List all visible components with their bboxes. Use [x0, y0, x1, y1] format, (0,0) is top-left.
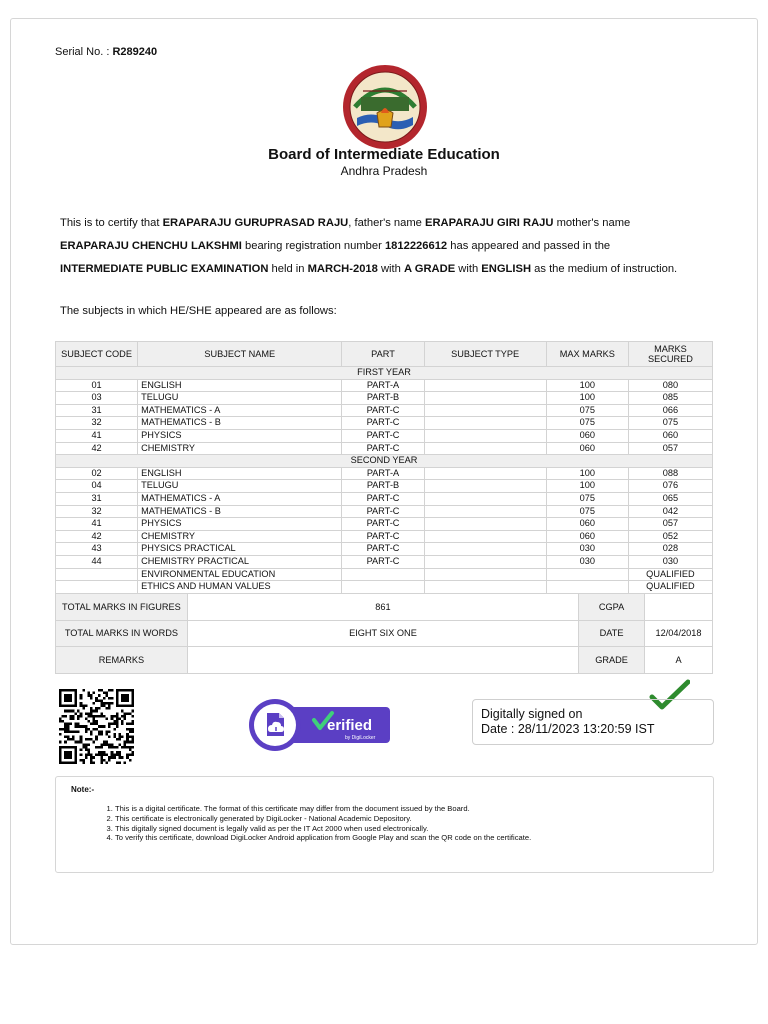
- part: PART-C: [342, 429, 424, 442]
- subject-name: MATHEMATICS - A: [138, 404, 342, 417]
- subject-type: [424, 581, 546, 594]
- subject-code: 32: [56, 417, 138, 430]
- serial-number: Serial No. : R289240: [55, 46, 158, 58]
- marks-secured: 075: [628, 417, 712, 430]
- max-marks: 060: [546, 518, 628, 531]
- second-year-row: [56, 455, 713, 468]
- first-year-row-label: FIRST YEAR: [56, 367, 713, 380]
- total-figures-value: 861: [187, 594, 578, 621]
- part: PART-C: [342, 555, 424, 568]
- max-marks: 075: [546, 505, 628, 518]
- table-row: [56, 442, 713, 455]
- first-year-row: [56, 367, 713, 380]
- date-value: 12/04/2018: [645, 620, 713, 647]
- subject-code: 44: [56, 555, 138, 568]
- note-item: 1. This is a digital certificate. The format of this certificate may differ from the document issued by the Board.: [115, 804, 531, 814]
- totals-row-words: [56, 620, 713, 647]
- grade-label: GRADE: [579, 647, 645, 674]
- verified-by-digilocker-badge: [248, 698, 392, 752]
- part: PART-C: [342, 530, 424, 543]
- part: PART-C: [342, 417, 424, 430]
- marks-secured: 085: [628, 392, 712, 405]
- remarks-value: [187, 647, 578, 674]
- max-marks: 100: [546, 480, 628, 493]
- subject-type: [424, 543, 546, 556]
- note-list: [101, 804, 531, 843]
- subject-code: 31: [56, 404, 138, 417]
- part: PART-C: [342, 518, 424, 531]
- part: PART-C: [342, 543, 424, 556]
- max-marks: 075: [546, 417, 628, 430]
- header-subject-type: SUBJECT TYPE: [424, 342, 546, 367]
- table-row: [56, 492, 713, 505]
- subject-name: ENVIRONMENTAL EDUCATION: [138, 568, 342, 581]
- subject-name: PHYSICS: [138, 429, 342, 442]
- table-row: [56, 518, 713, 531]
- verified-badge-text: erified: [327, 717, 373, 734]
- part: PART-B: [342, 392, 424, 405]
- subject-name: CHEMISTRY: [138, 530, 342, 543]
- father-name: ERAPARAJU GIRI RAJU: [425, 217, 554, 229]
- subject-code: 43: [56, 543, 138, 556]
- marks-table: [55, 341, 713, 594]
- note-item: 2. This certificate is electronically generated by DigiLocker - National Academic Depository.: [115, 814, 531, 824]
- max-marks: 060: [546, 429, 628, 442]
- subject-type: [424, 379, 546, 392]
- subject-code: 41: [56, 429, 138, 442]
- totals-row-remarks: [56, 647, 713, 674]
- subject-type: [424, 518, 546, 531]
- max-marks: 030: [546, 543, 628, 556]
- registration-number: 1812226612: [384, 240, 448, 252]
- table-row: [56, 417, 713, 430]
- marks-secured: 080: [628, 379, 712, 392]
- subject-code: 32: [56, 505, 138, 518]
- part: PART-A: [342, 467, 424, 480]
- subject-code: 41: [56, 518, 138, 531]
- subject-type: [424, 555, 546, 568]
- marks-secured: 052: [628, 530, 712, 543]
- subject-code: 42: [56, 530, 138, 543]
- max-marks: 100: [546, 379, 628, 392]
- student-name: ERAPARAJU GURUPRASAD RAJU: [162, 217, 349, 229]
- marks-secured: 057: [628, 518, 712, 531]
- part: [342, 581, 424, 594]
- subject-type: [424, 568, 546, 581]
- subject-code: 31: [56, 492, 138, 505]
- marks-secured: QUALIFIED: [628, 568, 712, 581]
- grade-value: A: [645, 647, 713, 674]
- max-marks: 100: [546, 467, 628, 480]
- exam-name: INTERMEDIATE PUBLIC EXAMINATION: [60, 263, 269, 275]
- exam-held-in: MARCH-2018: [307, 263, 378, 275]
- subject-type: [424, 505, 546, 518]
- note-item: 4. To verify this certificate, download DigiLocker Android application from Google Play and scan the QR code on the certificate.: [115, 833, 531, 843]
- cgpa-value: [645, 594, 713, 621]
- marks-table-header: [56, 342, 713, 367]
- note-item: 3. This digitally signed document is legally valid as per the IT Act 2000 when used electronically.: [115, 824, 531, 834]
- subject-type: [424, 442, 546, 455]
- marks-secured: 057: [628, 442, 712, 455]
- marks-secured: 030: [628, 555, 712, 568]
- subject-code: [56, 568, 138, 581]
- subjects-intro: The subjects in which HE/SHE appeared are as follows:: [60, 305, 337, 317]
- note-title: Note:-: [71, 785, 95, 794]
- total-figures-label: TOTAL MARKS IN FIGURES: [56, 594, 188, 621]
- table-row: [56, 392, 713, 405]
- subject-type: [424, 492, 546, 505]
- subject-name: TELUGU: [138, 392, 342, 405]
- date-label: DATE: [579, 620, 645, 647]
- mother-name: ERAPARAJU CHENCHU LAKSHMI: [60, 240, 242, 252]
- subject-name: PHYSICS: [138, 518, 342, 531]
- header-part: PART: [342, 342, 424, 367]
- totals-table: [55, 593, 713, 674]
- max-marks: 075: [546, 492, 628, 505]
- marks-secured: 060: [628, 429, 712, 442]
- table-row: [56, 404, 713, 417]
- max-marks: [546, 568, 628, 581]
- marks-secured: 028: [628, 543, 712, 556]
- part: PART-A: [342, 379, 424, 392]
- total-words-label: TOTAL MARKS IN WORDS: [56, 620, 188, 647]
- table-row: [56, 429, 713, 442]
- table-row: [56, 530, 713, 543]
- totals-row-figures: [56, 594, 713, 621]
- part: PART-B: [342, 480, 424, 493]
- header-marks-secured: MARKS SECURED: [628, 342, 712, 367]
- subject-type: [424, 530, 546, 543]
- subject-name: ENGLISH: [138, 467, 342, 480]
- subject-name: MATHEMATICS - B: [138, 505, 342, 518]
- overall-grade: A GRADE: [403, 263, 456, 275]
- subject-code: 03: [56, 392, 138, 405]
- subject-name: TELUGU: [138, 480, 342, 493]
- remarks-label: REMARKS: [56, 647, 188, 674]
- header-max-marks: MAX MARKS: [546, 342, 628, 367]
- subject-type: [424, 392, 546, 405]
- subject-type: [424, 417, 546, 430]
- max-marks: 060: [546, 442, 628, 455]
- qr-code[interactable]: [58, 689, 135, 764]
- subject-name: ENGLISH: [138, 379, 342, 392]
- max-marks: 100: [546, 392, 628, 405]
- subject-name: MATHEMATICS - B: [138, 417, 342, 430]
- board-title: Board of Intermediate Education: [268, 146, 500, 163]
- table-row: [56, 581, 713, 594]
- subject-name: CHEMISTRY: [138, 442, 342, 455]
- part: [342, 568, 424, 581]
- certification-text: This is to certify that ERAPARAJU GURUPRASAD RAJU, father's name ERAPARAJU GIRI RAJU mother's name ERAPARAJU CHENCHU LAKSHMI bearing registration number 1812226612 has appeared and passed in the INTERMEDIATE PUBLIC EXAMINATION held in MARCH-2018 with A GRADE with ENGLISH as the medium of instruction.: [60, 217, 678, 275]
- marks-secured: 076: [628, 480, 712, 493]
- second-year-row-label: SECOND YEAR: [56, 455, 713, 468]
- marks-secured: 066: [628, 404, 712, 417]
- table-row: [56, 555, 713, 568]
- cgpa-label: CGPA: [579, 594, 645, 621]
- note-box: [55, 776, 714, 873]
- table-row: [56, 568, 713, 581]
- subject-type: [424, 467, 546, 480]
- part: PART-C: [342, 492, 424, 505]
- board-state: Andhra Pradesh: [340, 164, 428, 178]
- board-seal-logo: [341, 63, 429, 151]
- marks-secured: QUALIFIED: [628, 581, 712, 594]
- subject-name: MATHEMATICS - A: [138, 492, 342, 505]
- max-marks: 030: [546, 555, 628, 568]
- subject-code: 02: [56, 467, 138, 480]
- subject-code: [56, 581, 138, 594]
- marks-secured: 088: [628, 467, 712, 480]
- table-row: [56, 480, 713, 493]
- marks-secured: 042: [628, 505, 712, 518]
- header-subject-name: SUBJECT NAME: [138, 342, 342, 367]
- subject-name: ETHICS AND HUMAN VALUES: [138, 581, 342, 594]
- marks-secured: 065: [628, 492, 712, 505]
- subject-type: [424, 404, 546, 417]
- table-row: [56, 379, 713, 392]
- part: PART-C: [342, 505, 424, 518]
- signature-date: Date : 28/11/2023 13:20:59 IST: [481, 722, 655, 736]
- part: PART-C: [342, 404, 424, 417]
- verified-badge-subtext: by DigiLocker: [345, 735, 376, 741]
- subject-code: 42: [56, 442, 138, 455]
- subject-code: 01: [56, 379, 138, 392]
- header-subject-code: SUBJECT CODE: [56, 342, 138, 367]
- subject-code: 04: [56, 480, 138, 493]
- max-marks: 075: [546, 404, 628, 417]
- total-words-value: EIGHT SIX ONE: [187, 620, 578, 647]
- table-row: [56, 505, 713, 518]
- max-marks: 060: [546, 530, 628, 543]
- table-row: [56, 543, 713, 556]
- subject-name: CHEMISTRY PRACTICAL: [138, 555, 342, 568]
- medium: ENGLISH: [481, 263, 532, 275]
- subject-type: [424, 480, 546, 493]
- part: PART-C: [342, 442, 424, 455]
- subject-name: PHYSICS PRACTICAL: [138, 543, 342, 556]
- subject-type: [424, 429, 546, 442]
- max-marks: [546, 581, 628, 594]
- signature-line-1: Digitally signed on: [481, 707, 583, 721]
- table-row: [56, 467, 713, 480]
- digital-signature-box: [472, 699, 714, 745]
